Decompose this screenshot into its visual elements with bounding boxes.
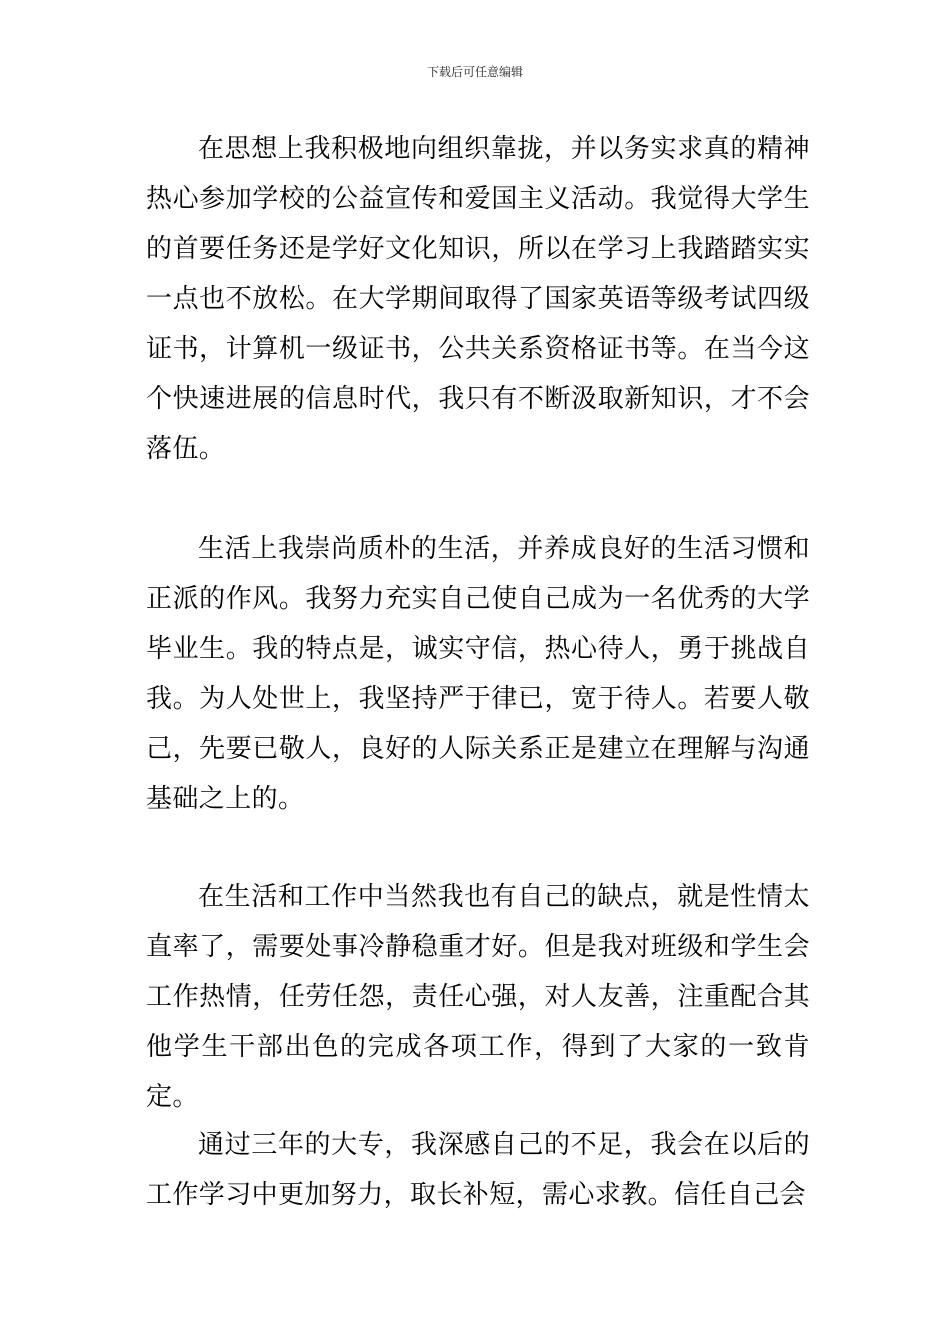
paragraph-life-character: 生活上我崇尚质朴的生活，并养成良好的生活习惯和正派的作风。我努力充实自己使自己成为一名优秀的大学毕业生。我的特点是，诚实守信，热心待人，勇于挑战自我。为人处世上，我坚持严于律已，宽于待人。若要人敬己，先要已敬人，良好的人际关系正是建立在理解与沟通基础之上的。: [146, 534, 810, 814]
paragraph-conclusion: 通过三年的大专，我深感自己的不足，我会在以后的工作学习中更加努力，取长补短，需心求教。信任自己会: [146, 1130, 810, 1210]
paragraph-thought-study: 在思想上我积极地向组织靠拢，并以务实求真的精神热心参加学校的公益宣传和爱国主义活动。我觉得大学生的首要任务还是学好文化知识，所以在学习上我踏踏实实一点也不放松。在大学期间取得了国家英语等级考试四级证书，计算机一级证书，公共关系资格证书等。在当今这个快速进展的信息时代，我只有不断汲取新知识，才不会落伍。: [146, 134, 810, 464]
paragraph-shortcomings-work: 在生活和工作中当然我也有自己的缺点，就是性情太直率了，需要处事冷静稳重才好。但是我对班级和学生会工作热情，任劳任怨，责任心强，对人友善，注重配合其他学生干部出色的完成各项工作，得到了大家的一致肯定。: [146, 882, 810, 1112]
page-header: 下载后可任意编辑: [426, 65, 523, 79]
